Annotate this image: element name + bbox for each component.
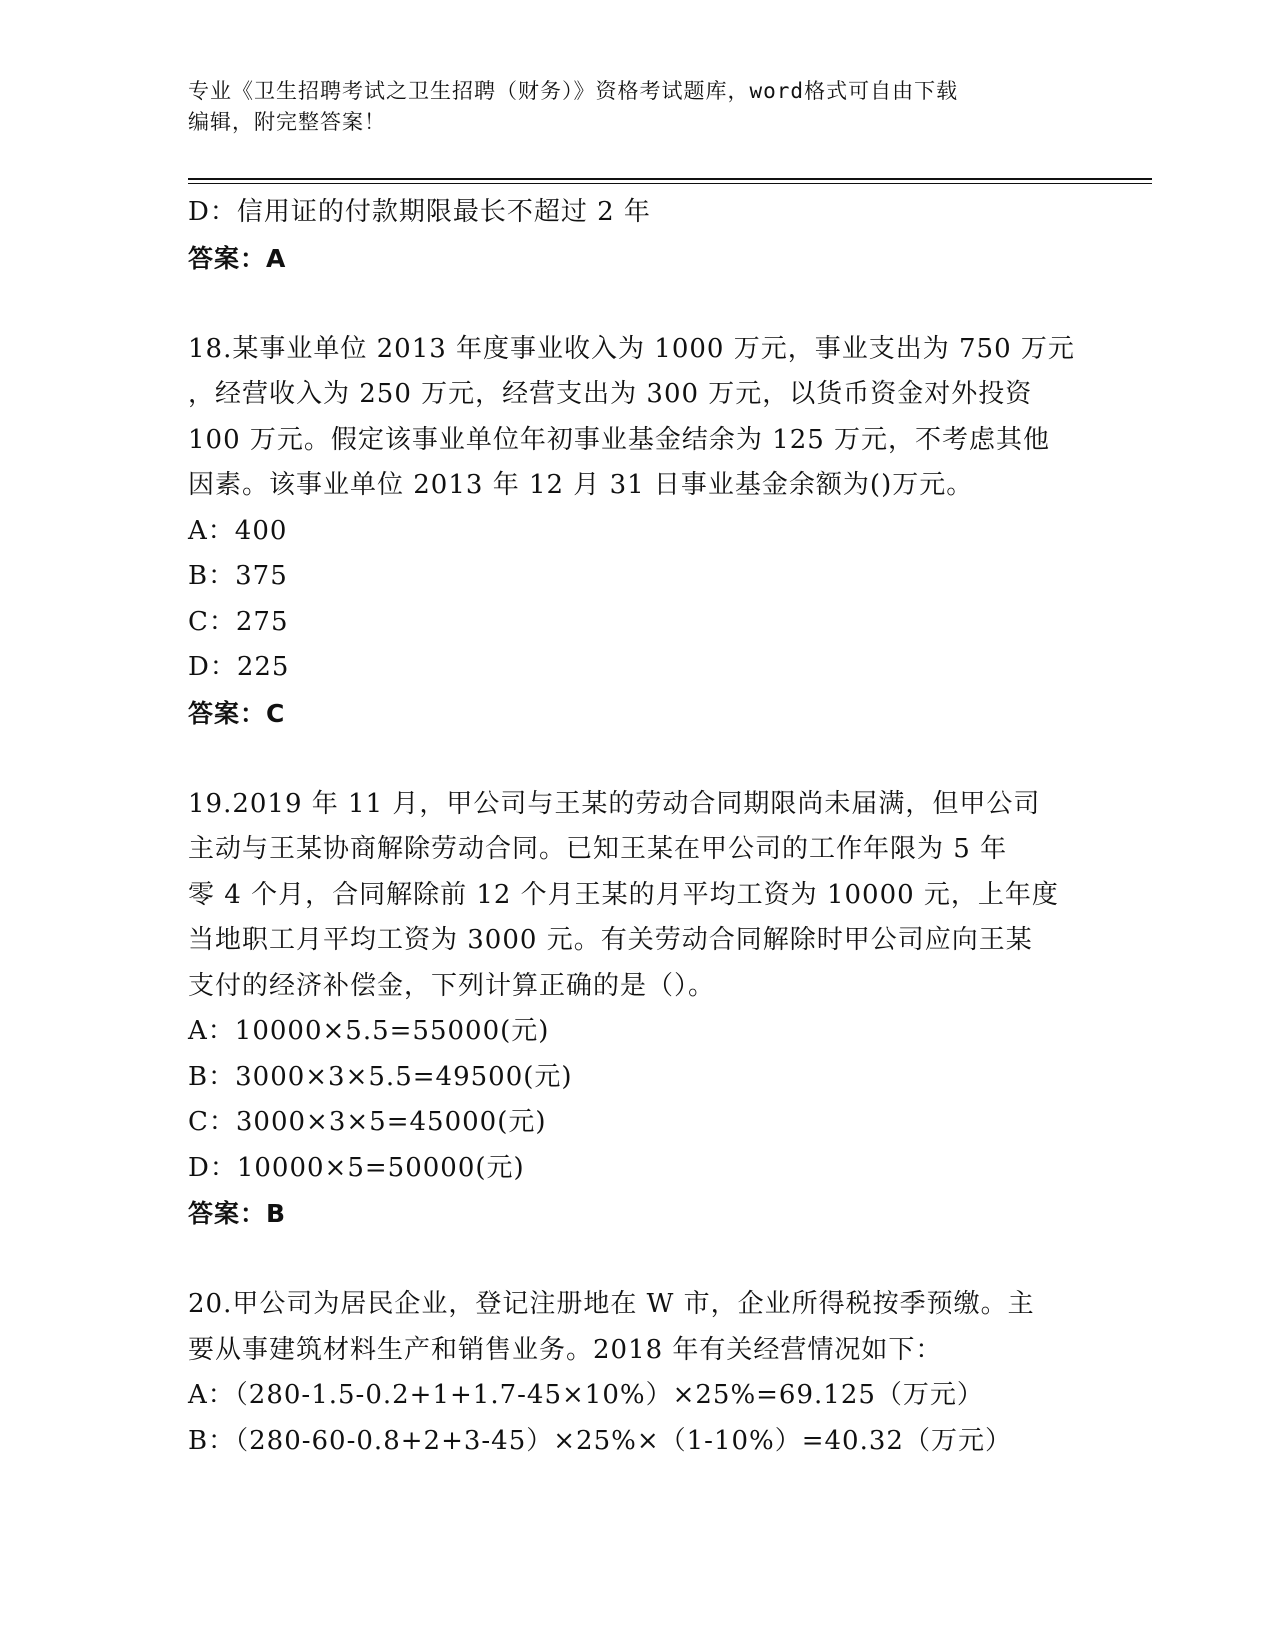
option-c: C：3000×3×5=45000(元) xyxy=(188,1107,547,1137)
option-d: D：信用证的付款期限最长不超过 2 年 xyxy=(188,197,651,227)
question-text-line: 18.某事业单位 2013 年度事业收入为 1000 万元，事业支出为 750 万元 xyxy=(188,333,1075,364)
question-text-line: 100 万元。假定该事业单位年初事业基金结余为 125 万元，不考虑其他 xyxy=(188,424,1051,455)
question-text-line: 因素。该事业单位 2013 年 12 月 31 日事业基金余额为()万元。 xyxy=(188,470,974,500)
option-c: C：275 xyxy=(188,606,289,637)
question-text-line: 支付的经济补偿金，下列计算正确的是（）。 xyxy=(188,970,716,1001)
question-text-line: 19.2019 年 11 月，甲公司与王某的劳动合同期限尚未届满，但甲公司 xyxy=(188,788,1041,819)
option-b: B：（280-60-0.8+2+3-45）×25%×（1-10%）=40.32（万元） xyxy=(188,1425,1012,1456)
option-d: D：10000×5=50000(元) xyxy=(188,1152,525,1183)
spacer xyxy=(188,281,1088,327)
question-18 xyxy=(188,327,1088,737)
question-text-line: 要从事建筑材料生产和销售业务。2018 年有关经营情况如下： xyxy=(188,1334,943,1365)
header-rule-thin xyxy=(188,183,1152,184)
answer-line: 答案：C xyxy=(188,698,286,728)
question-text-line: ，经营收入为 250 万元，经营支出为 300 万元，以货币资金对外投资 xyxy=(188,379,1033,409)
document-body xyxy=(188,190,1088,1464)
option-a: A：400 xyxy=(188,515,288,546)
header-line-1: 专业《卫生招聘考试之卫生招聘（财务）》资格考试题库，word格式可自由下载 xyxy=(188,79,959,103)
answer-line: 答案：B xyxy=(188,1199,287,1228)
spacer xyxy=(188,1237,1088,1283)
previous-question xyxy=(188,190,1088,281)
spacer xyxy=(188,736,1088,782)
answer-line: 答案：A xyxy=(188,243,287,273)
option-a: A：（280-1.5-0.2+1+1.7-45×10%）×25%=69.125（万元） xyxy=(188,1380,984,1410)
question-19 xyxy=(188,782,1088,1237)
option-d: D：225 xyxy=(188,652,290,682)
option-a: A：10000×5.5=55000(元) xyxy=(188,1016,550,1046)
header-rule-thick xyxy=(188,178,1152,180)
document-header xyxy=(188,76,1088,138)
question-text-line: 当地职工月平均工资为 3000 元。有关劳动合同解除时甲公司应向王某 xyxy=(188,925,1033,955)
question-20 xyxy=(188,1282,1088,1464)
question-text-line: 零 4 个月，合同解除前 12 个月王某的月平均工资为 10000 元，上年度 xyxy=(188,879,1059,910)
option-b: B：375 xyxy=(188,561,288,591)
question-text-line: 20.甲公司为居民企业，登记注册地在 W 市，企业所得税按季预缴。主 xyxy=(188,1289,1035,1319)
question-text-line: 主动与王某协商解除劳动合同。已知王某在甲公司的工作年限为 5 年 xyxy=(188,834,1008,864)
option-b: B：3000×3×5.5=49500(元) xyxy=(188,1061,573,1092)
header-line-2: 编辑，附完整答案！ xyxy=(188,110,386,134)
